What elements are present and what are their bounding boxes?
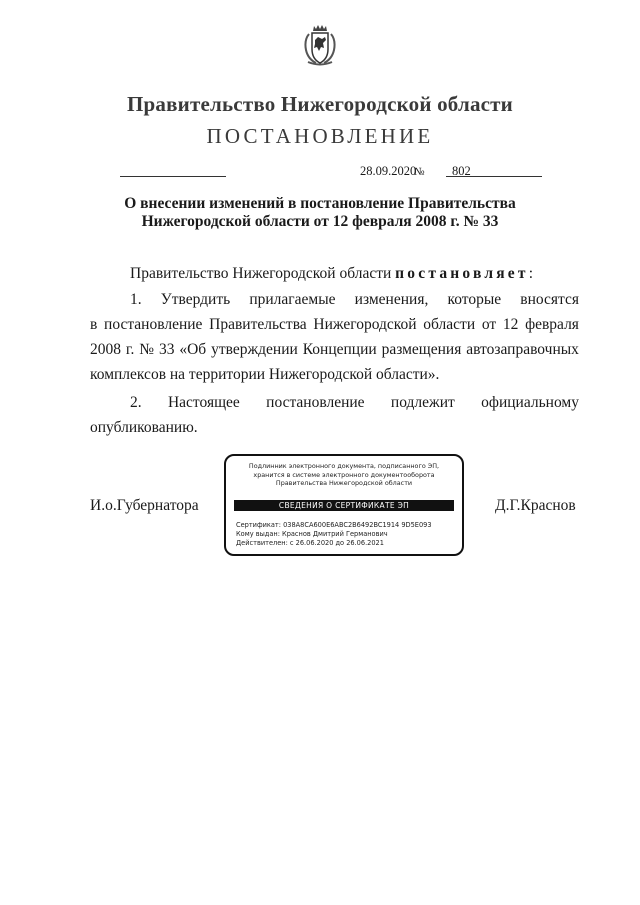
word: подлежит: [390, 394, 455, 411]
word: «Об: [179, 341, 207, 358]
word: Концепции: [302, 341, 377, 358]
stamp-notice-line-2: хранится в системе электронного документооборота: [253, 470, 435, 479]
certificate-validity: Действителен: с 26.06.2020 до 26.06.2021: [236, 538, 384, 547]
document-subject: [0, 195, 640, 231]
stamp-notice: [226, 462, 462, 488]
subject-line-1: О внесении изменений в постановление Правительства: [124, 195, 516, 212]
intro-text: Правительство Нижегородской области: [130, 265, 392, 282]
electronic-signature-stamp: [224, 454, 464, 556]
word: изменения,: [354, 291, 429, 308]
coat-of-arms-emblem: [303, 22, 337, 68]
paragraph-2-line-2: опубликованию.: [90, 419, 198, 436]
word: 2.: [130, 394, 142, 411]
signer-name: Д.Г.Краснов: [495, 497, 576, 514]
word: вносятся: [520, 291, 579, 308]
word: 2008: [90, 341, 121, 358]
word: автозаправочных: [466, 341, 579, 358]
word: №: [139, 341, 155, 358]
stamp-banner: СВЕДЕНИЯ О СЕРТИФИКАТЕ ЭП: [234, 500, 454, 511]
word: г.: [125, 341, 135, 358]
document-number: 802: [452, 164, 471, 178]
word: 33: [158, 341, 175, 358]
word: постановление: [104, 316, 203, 333]
word: которые: [447, 291, 502, 308]
word: в: [90, 316, 98, 333]
word: размещения: [381, 341, 462, 358]
word: постановление: [266, 394, 365, 411]
left-blank-line: [120, 176, 226, 177]
government-title: Правительство Нижегородской области: [127, 92, 513, 116]
word: Правительства: [209, 316, 307, 333]
paragraph-1-line-3: [90, 337, 579, 362]
document-type: ПОСТАНОВЛЕНИЕ: [206, 124, 434, 148]
word: Настоящее: [167, 394, 240, 411]
certificate-info: [236, 521, 432, 547]
word: февраля: [525, 316, 579, 333]
number-underline: [446, 176, 542, 177]
number-sign: №: [414, 166, 425, 178]
signer-position: И.о.Губернатора: [90, 497, 199, 514]
word: Утвердить: [160, 291, 231, 308]
decrees-word: постановляет: [395, 265, 529, 282]
paragraph-1-line-1: [130, 287, 579, 312]
word: официальному: [481, 394, 579, 411]
certificate-owner: Кому выдан: Краснов Дмитрий Германович: [236, 529, 388, 538]
word: 1.: [130, 291, 142, 308]
word: области: [423, 316, 476, 333]
word: Нижегородской: [313, 316, 417, 333]
word: от: [481, 316, 497, 333]
paragraph-1-line-2: [90, 312, 579, 337]
paragraph-1-line-4: комплексов на территории Нижегородской области».: [90, 366, 440, 383]
subject-line-2: Нижегородской области от 12 февраля 2008 г. № 33: [141, 213, 499, 230]
intro-paragraph: [130, 261, 533, 286]
intro-colon: :: [528, 265, 534, 282]
stamp-notice-line-1: Подлинник электронного документа, подписанного ЭП,: [248, 462, 440, 470]
word: утверждении: [211, 341, 298, 358]
paragraph-2-line-1: [130, 390, 579, 415]
document-date: 28.09.2020: [360, 164, 417, 178]
word: 12: [502, 316, 519, 333]
certificate-number: Сертификат: 038A8CA600E6ABC2B6492BC1914 9D5E093: [236, 521, 432, 529]
stamp-notice-line-3: Правительства Нижегородской области: [275, 479, 413, 487]
word: прилагаемые: [249, 291, 336, 308]
